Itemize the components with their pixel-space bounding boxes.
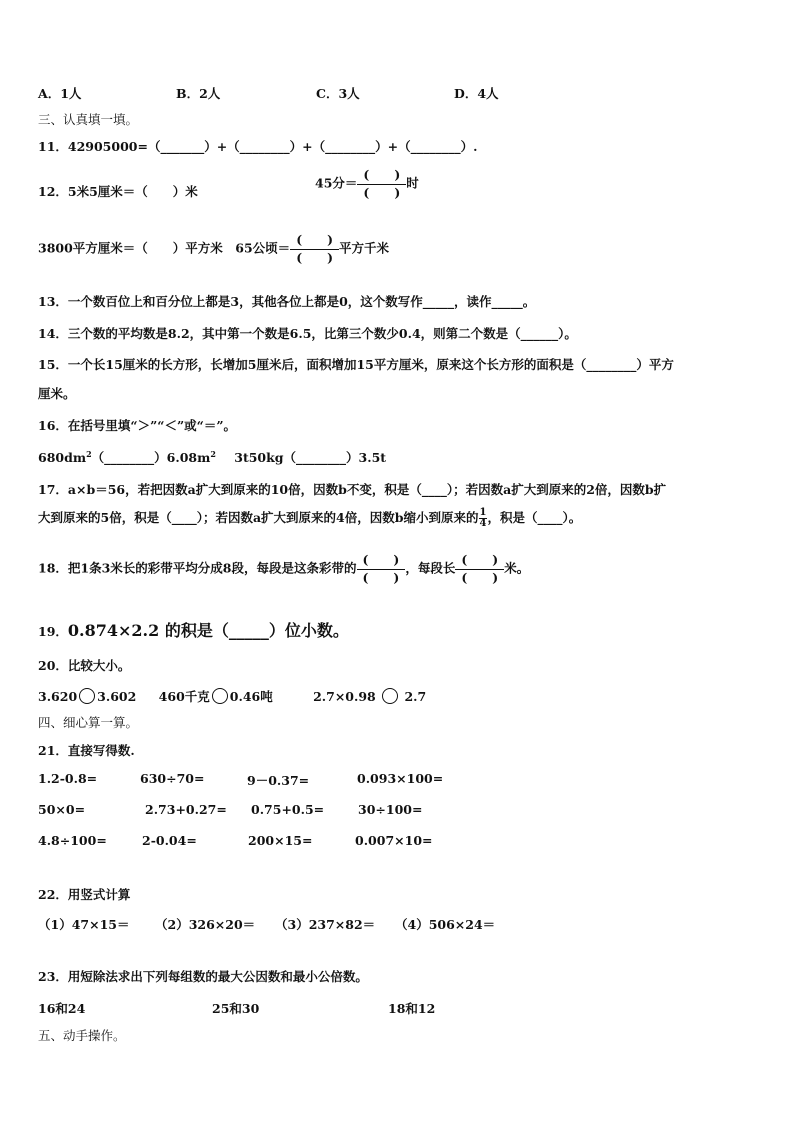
fraction: $\frac{( )}{( )}$ — [290, 232, 339, 266]
calc-item: 0.007×10= — [355, 833, 433, 848]
fraction: $\frac{( )}{( )}$ — [357, 552, 406, 586]
calc-item: 50×0= — [38, 802, 86, 817]
calc-item: 30÷100= — [358, 802, 423, 817]
number-pair: 16和24 — [38, 1001, 86, 1016]
question-14: 14．三个数的平均数是8.2，其中第一个数是6.5，比第三个数少0.4，则第二个数是（______）。 — [38, 326, 577, 341]
option-c: C．3人 — [316, 86, 360, 101]
calc-item: 200×15= — [248, 833, 313, 848]
calc-item: 1.2-0.8= — [38, 771, 98, 786]
calc-item: 0.75+0.5= — [251, 802, 325, 817]
calc-item: 4.8÷100= — [38, 833, 107, 848]
option-b: B．2人 — [176, 86, 221, 101]
section-5-heading: 五、动手操作。 — [38, 1028, 126, 1043]
vertical-calc-item: （4）506×24＝ — [395, 917, 496, 932]
question-16-items: $680dm^2(\_\_\_\_\_\_\_\_)6.08m^2$ 3t50kg（________）3.5t — [38, 448, 387, 465]
calc-item: 2-0.04= — [142, 833, 197, 848]
question-21: 21．直接写得数. — [38, 743, 135, 758]
question-11: 11．42905000=（_______）+（________）+（________）+（________）. — [38, 139, 478, 154]
fraction: $\frac{( )}{( )}$ — [357, 167, 406, 201]
question-22: 22．用竖式计算 — [38, 887, 131, 902]
vertical-calc-item: （1）47×15＝ — [38, 917, 130, 932]
vertical-calc-item: （2）326×20＝ — [155, 917, 256, 932]
compare-circle[interactable] — [382, 688, 398, 704]
question-18: 18．把1条3米长的彩带平均分成8段，每段是这条彩带的 $\frac{( )}{( )}$ ，每段长 $\frac{( )}{( )}$ 米。 — [38, 552, 530, 585]
question-20-items: 3.620 3.602 460千克 0.46吨 2.7×0.98 2.7 — [38, 689, 427, 704]
calc-item: 2.73+0.27= — [145, 802, 227, 817]
question-12-part1: 12．5米5厘米＝（ ）米 — [38, 184, 198, 199]
question-17-line2: 大到原来的5倍，积是（____）；若因数a扩大到原来的4倍，因数b缩小到原来的 $\frac{1}{4}$ ，积是（____）。 — [38, 507, 582, 529]
section-4-heading: 四、细心算一算。 — [38, 715, 139, 730]
compare-circle[interactable] — [212, 688, 228, 704]
question-20: 20．比较大小。 — [38, 658, 131, 673]
compare-circle[interactable] — [79, 688, 95, 704]
question-17-line1: 17．a×b＝56，若把因数a扩大到原来的10倍，因数b不变，积是（____）；若因数a扩大到原来的2倍，因数b扩 — [38, 482, 667, 497]
option-d: D．4人 — [454, 86, 499, 101]
number-pair: 25和30 — [212, 1001, 260, 1016]
calc-item: 0.093×100= — [357, 771, 444, 786]
question-12-part3: 3800平方厘米＝（ ）平方米 65公顷＝ $\frac{( )}{( )}$ 平方千米 — [38, 232, 390, 265]
fraction-one-quarter: $\frac{1}{4}$ — [479, 507, 487, 529]
fraction: $\frac{( )}{( )}$ — [455, 552, 504, 586]
question-19: 19．0.874×2.2 的积是（_____）位小数。 — [38, 621, 349, 640]
calc-item: 9－0.37= — [247, 773, 310, 788]
number-pair: 18和12 — [388, 1001, 436, 1016]
vertical-calc-item: （3）237×82＝ — [275, 917, 376, 932]
option-a: A．1人 — [38, 86, 82, 101]
calc-item: 630÷70= — [140, 771, 205, 786]
section-3-heading: 三、认真填一填。 — [38, 112, 139, 127]
question-15-line2: 厘米。 — [38, 386, 76, 401]
question-13: 13．一个数百位上和百分位上都是3，其他各位上都是0，这个数写作_____，读作_____。 — [38, 294, 536, 309]
question-12-part2: 45分＝ $\frac{( )}{( )}$ 时 — [315, 167, 419, 200]
question-15-line1: 15．一个长15厘米的长方形，长增加5厘米后，面积增加15平方厘米，原来这个长方形的面积是（________）平方 — [38, 357, 674, 372]
question-16: 16．在括号里填“＞”“＜”或“＝”。 — [38, 418, 237, 433]
question-23: 23．用短除法求出下列每组数的最大公因数和最小公倍数。 — [38, 969, 368, 984]
